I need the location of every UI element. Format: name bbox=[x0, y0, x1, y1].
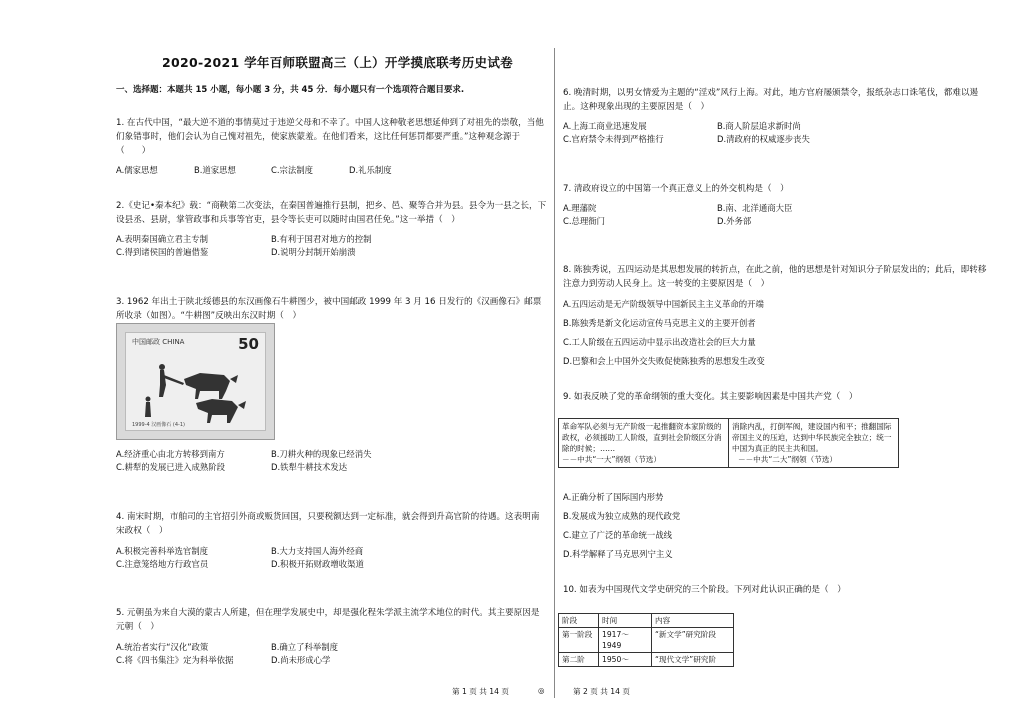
question-5: 5. 元朝虽为来自大漠的蒙古人所建，但在理学发展史中，却是强化程朱学派主流学术地位的时代。其主要原因是元朝（ ） bbox=[116, 608, 540, 632]
first-congress-source: －－中共“一大”纲领（节选） bbox=[562, 455, 661, 464]
q9-option-d: D.科学解释了马克思列宁主义 bbox=[563, 549, 673, 559]
page-footer-separator: ◎ bbox=[538, 686, 545, 695]
section-heading: 一、选择题：本题共 15 小题，每小题 3 分，共 45 分．每小题只有一个选项符合题目要求. bbox=[116, 85, 465, 95]
q9-option-a: A.正确分析了国际国内形势 bbox=[563, 492, 664, 502]
q5-option-c: C.将《四书集注》定为科举依据 bbox=[116, 655, 234, 665]
question-4: 4. 南宋时期，市舶司的主官招引外商或贩货回国，只要税额达到一定标准，就会得到升高官阶的待遇。这表明南宋政权（ ） bbox=[116, 512, 540, 536]
stage-header-phase: 阶段 bbox=[559, 614, 599, 628]
q1-option-b: B.道家思想 bbox=[194, 165, 236, 175]
q7-option-c: C.总理衙门 bbox=[563, 216, 606, 226]
page-number-right: 第 2 页 共 14 页 bbox=[573, 687, 630, 696]
q4-option-b: B.大力支持国人海外经商 bbox=[271, 546, 364, 556]
q2-option-c: C.得到诸侯国的普遍借鉴 bbox=[116, 247, 209, 257]
question-7: 7. 清政府设立的中国第一个真正意义上的外交机构是（ ） bbox=[563, 184, 789, 194]
q8-option-b: B.陈独秀是新文化运动宣传马克思主义的主要开创者 bbox=[563, 318, 756, 328]
question-9: 9. 如表反映了党的革命纲领的重大变化。其主要影响因素是中国共产党（ ） bbox=[563, 392, 858, 402]
exam-title: 2020-2021 学年百师联盟高三（上）开学摸底联考历史试卷 bbox=[162, 55, 513, 70]
q6-option-a: A.上海工商业迅速发展 bbox=[563, 121, 647, 131]
q7-option-a: A.理藩院 bbox=[563, 203, 597, 213]
stage-cell: “现代文学”研究阶 bbox=[652, 653, 734, 667]
stage-header-content: 内容 bbox=[652, 614, 734, 628]
page-number-left: 第 1 页 共 14 页 bbox=[452, 687, 509, 696]
q9-option-c: C.建立了广泛的革命统一战线 bbox=[563, 530, 673, 540]
q3-option-a: A.经济重心由北方转移到南方 bbox=[116, 449, 225, 459]
q1-option-a: A.儒家思想 bbox=[116, 165, 158, 175]
q3-option-c: C.耕犁的发展已进入成熟阶段 bbox=[116, 462, 226, 472]
question-1: 1. 在古代中国，“最大逆不道的事情莫过于违逆父母和不幸了。中国人这种敬老思想延伸到了对祖先的崇敬，当他们象错事时，他们会认为自己愧对祖先，使家族蒙羞。在他们看来，这比任何惩罚都要严重。”这种观念源于（ ） bbox=[116, 118, 544, 156]
stage-cell: 第一阶段 bbox=[559, 628, 599, 653]
q1-option-c: C.宗法制度 bbox=[271, 165, 314, 175]
stage-cell: “新文学”研究阶段 bbox=[652, 628, 734, 653]
program-comparison-table bbox=[558, 418, 899, 468]
q4-option-c: C.注意笼络地方行政官员 bbox=[116, 559, 209, 569]
q6-option-d: D.清政府的权威逐步丧失 bbox=[717, 134, 810, 144]
q5-option-b: B.确立了科举制度 bbox=[271, 642, 339, 652]
stamp-value: 50 bbox=[238, 335, 259, 353]
q3-option-d: D.铁犁牛耕技术发达 bbox=[271, 462, 348, 472]
first-congress-cell bbox=[559, 419, 729, 468]
q3-option-b: B.刀耕火种的现象已经消失 bbox=[271, 449, 372, 459]
q4-option-d: D.积极开拓财政增收渠道 bbox=[271, 559, 364, 569]
stamp-image bbox=[116, 323, 275, 440]
second-congress-source: －－中共“二大”纲领（节选） bbox=[738, 455, 837, 464]
question-8: 8. 陈独秀说，五四运动是其思想发展的转折点，在此之前，他的思想是针对知识分子阶层发出的；此后，即转移注意力到劳动人民身上。这一转变的主要原因是（ ） bbox=[563, 265, 987, 289]
q1-option-d: D.礼乐制度 bbox=[349, 165, 392, 175]
second-congress-cell bbox=[729, 419, 899, 468]
stage-cell: 第二阶 bbox=[559, 653, 599, 667]
stamp-footer: 1999-4 汉画像石 (4-1) bbox=[132, 422, 185, 428]
q5-option-d: D.尚未形成心学 bbox=[271, 655, 331, 665]
stage-cell: 1950～ bbox=[599, 653, 652, 667]
question-6: 6. 晚清时期，以男女情爱为主题的“淫戏”风行上海。对此，地方官府屡颁禁令，报纸杂志口诛笔伐，都难以遏止。这种现象出现的主要原因是（ ） bbox=[563, 88, 979, 112]
q2-option-b: B.有利于国君对地方的控制 bbox=[271, 234, 372, 244]
q6-option-b: B.商人阶层追求新时尚 bbox=[717, 121, 801, 131]
stage-cell: 1917～1949 bbox=[599, 628, 652, 653]
ox-plough-illustration bbox=[126, 333, 265, 430]
q4-option-a: A.积极完善科举选官制度 bbox=[116, 546, 208, 556]
q8-option-a: A.五四运动是无产阶级领导中国新民主主义革命的开端 bbox=[563, 299, 764, 309]
q6-option-c: C.官府禁令未得到严格推行 bbox=[563, 134, 664, 144]
question-3: 3. 1962 年出土于陕北绥德县的东汉画像石牛耕图少，被中国邮政 1999 年 3 月 16 日发行的《汉画像石》邮票所收录（如图）。“牛耕图”反映出东汉时期（ ） bbox=[116, 297, 542, 321]
question-2: 2.《史记•秦本纪》载：“商鞅第二次变法，在秦国普遍推行县制，把乡、邑、聚等合并为县。县令为一县之长，下设县丞、县尉，掌管政事和兵事等官吏，县令等长吏可以随时由国君任免。”这一举措（ ） bbox=[116, 201, 547, 225]
q2-option-a: A.表明秦国确立君主专制 bbox=[116, 234, 208, 244]
second-congress-text: 消除内乱，打倒军阀，建设国内和平；推翻国际帝国主义的压迫，达到中华民族完全独立；统一中国为真正的民主共和国。 bbox=[732, 422, 892, 453]
column-divider bbox=[554, 48, 555, 698]
stamp-header: 中国邮政 CHINA bbox=[132, 338, 185, 346]
first-congress-text: 革命军队必须与无产阶级一起推翻资本家阶级的政权，必须援助工人阶级，直到社会阶级区分消除的时候；…… bbox=[562, 422, 722, 453]
q2-option-d: D.说明分封制开始崩溃 bbox=[271, 247, 356, 257]
q8-option-d: D.巴黎和会上中国外交失败促使陈独秀的思想发生改变 bbox=[563, 356, 765, 366]
q8-option-c: C.工人阶级在五四运动中显示出改造社会的巨大力量 bbox=[563, 337, 756, 347]
stage-header-time: 时间 bbox=[599, 614, 652, 628]
q7-option-b: B.南、北洋通商大臣 bbox=[717, 203, 793, 213]
q7-option-d: D.外务部 bbox=[717, 216, 752, 226]
literature-stage-table bbox=[558, 613, 734, 667]
q5-option-a: A.统治者实行“汉化”政策 bbox=[116, 642, 209, 652]
q9-option-b: B.发展成为独立成熟的现代政党 bbox=[563, 511, 681, 521]
question-10: 10. 如表为中国现代文学史研究的三个阶段。下列对此认识正确的是（ ） bbox=[563, 585, 846, 595]
